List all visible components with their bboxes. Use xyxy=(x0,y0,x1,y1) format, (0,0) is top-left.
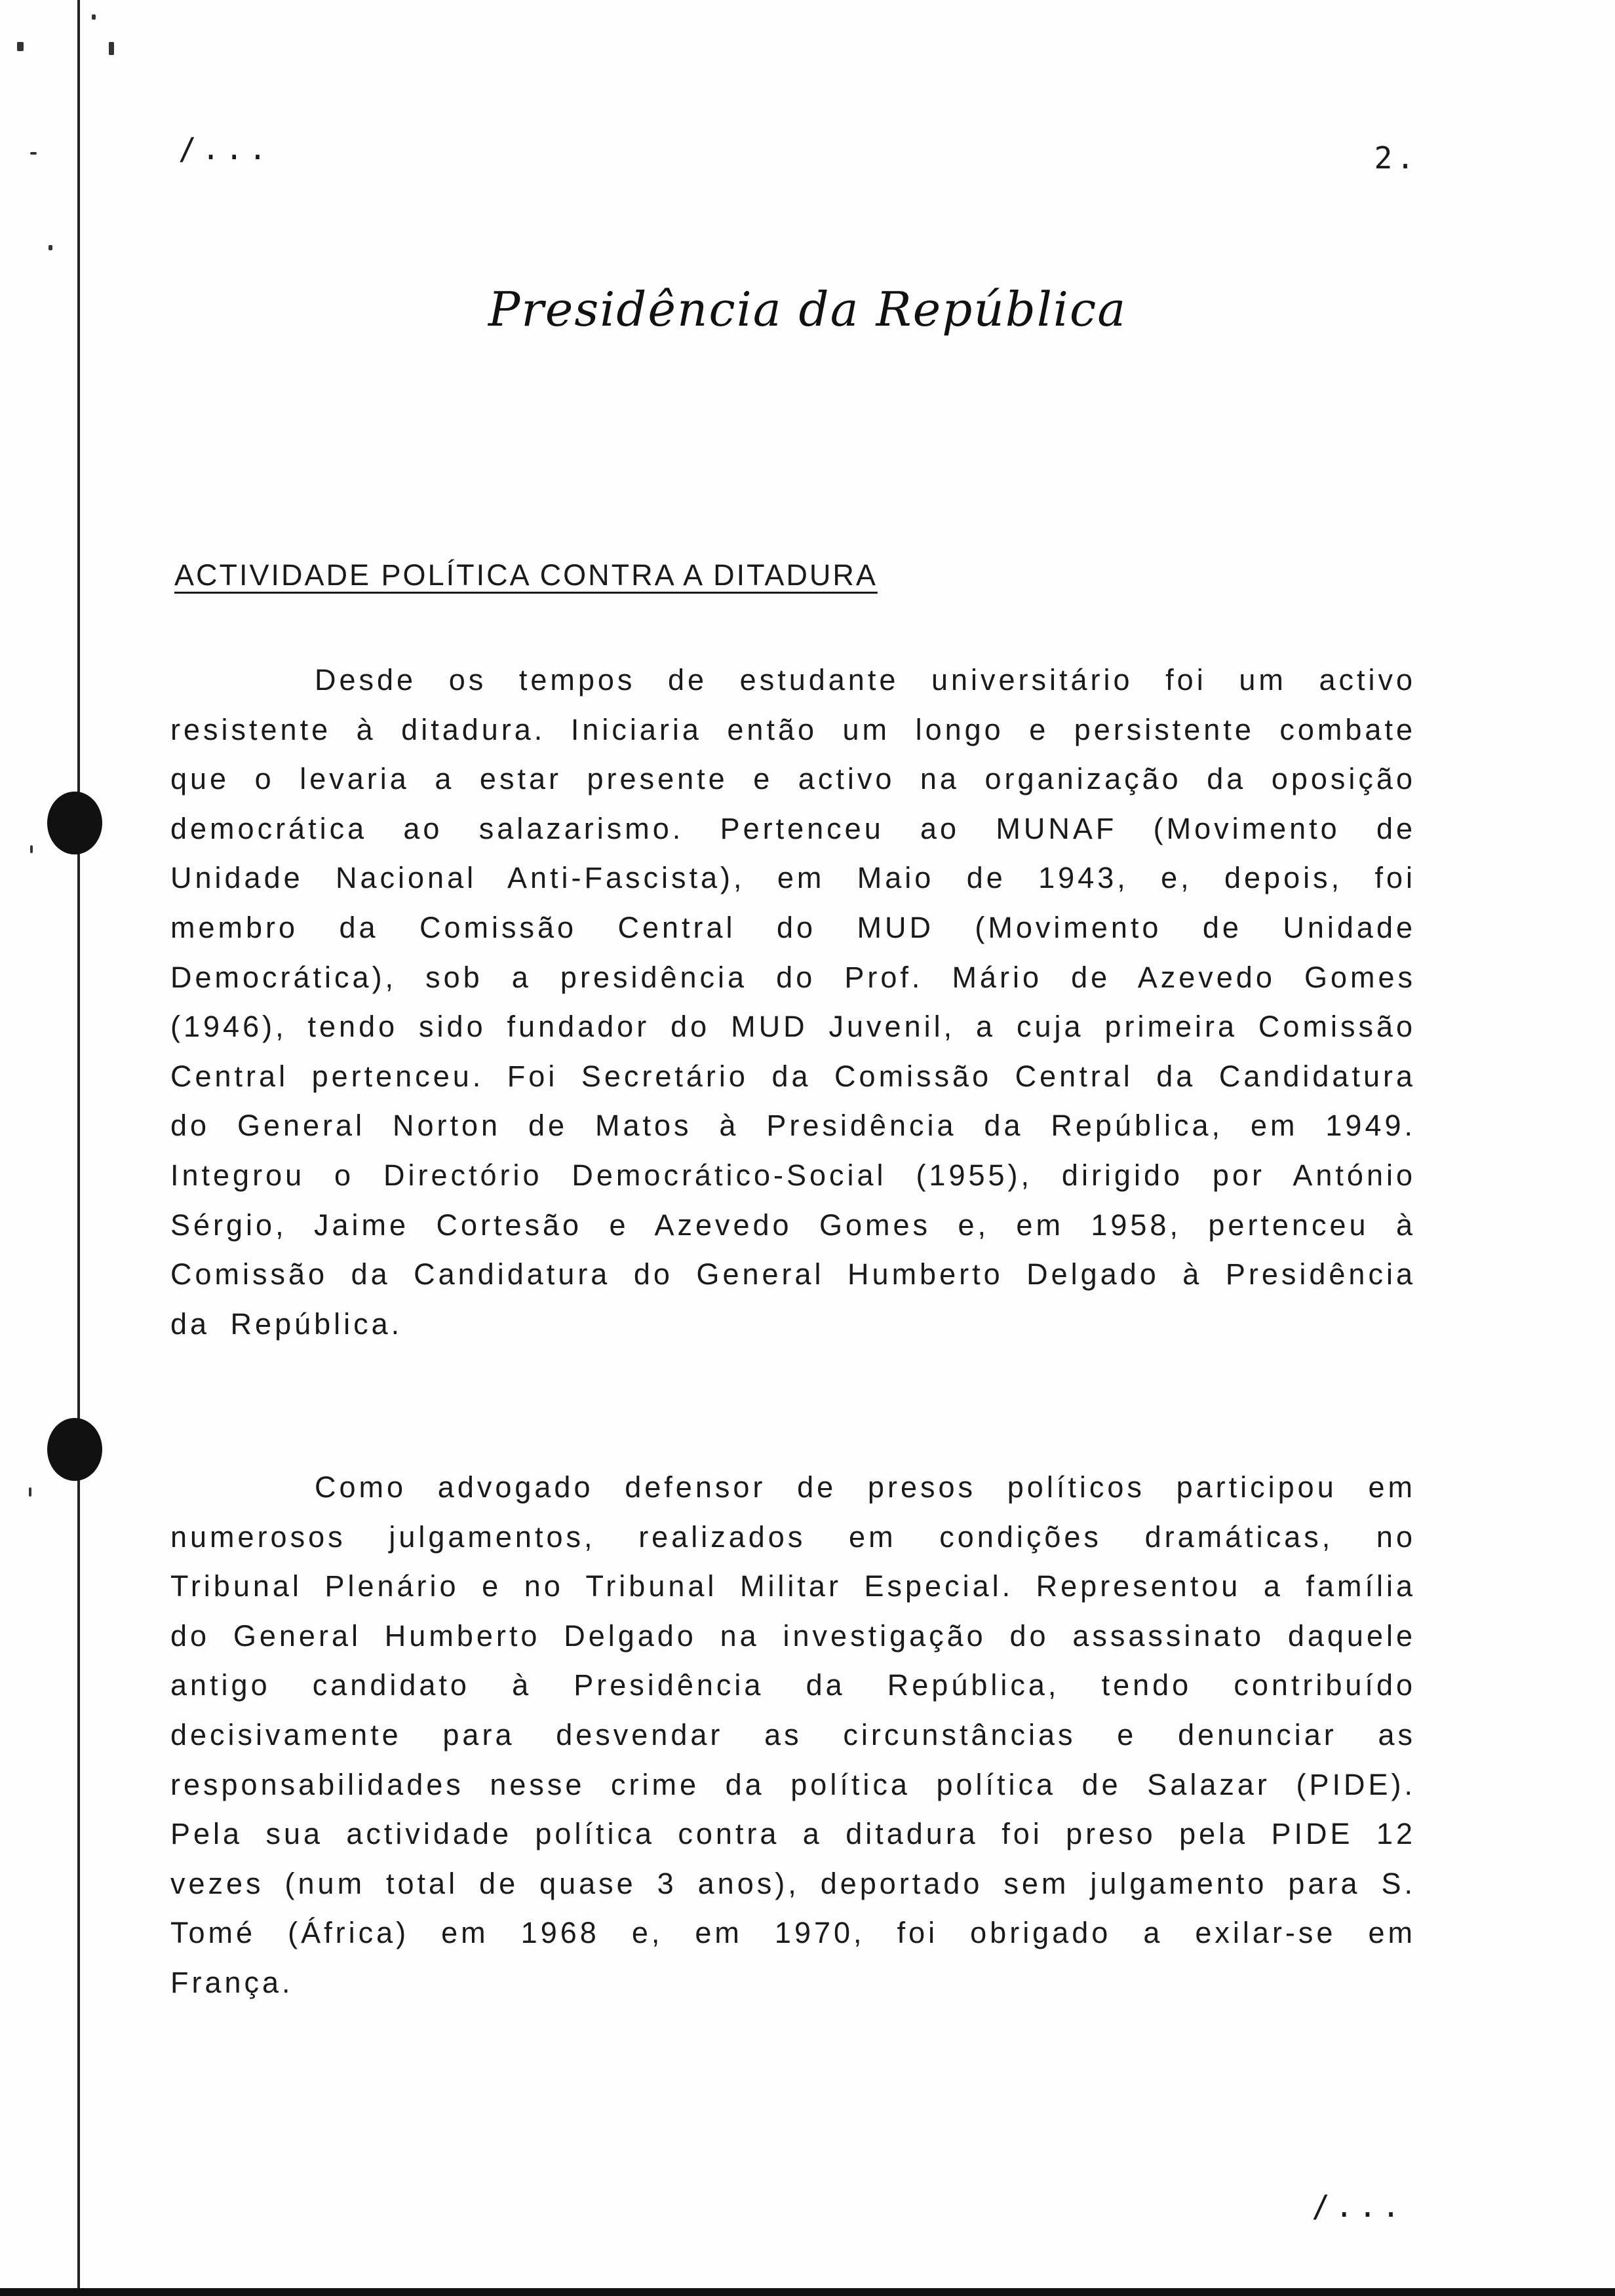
left-margin-rule xyxy=(77,0,80,2296)
scan-speck xyxy=(49,245,52,250)
punch-hole-bottom xyxy=(47,1418,102,1481)
page-number: 2. xyxy=(1374,140,1418,176)
punch-hole-top xyxy=(47,792,102,854)
paragraph-political-activity: Desde os tempos de estudante universitário foi um activo resistente à ditadura. Iniciaria então um longo e persistente combate que o levaria a estar presente e activo na organização da oposição democrática ao salazarismo. Pertenceu ao MUNAF (Movimento de Unidade Nacional Anti-Fascista), em Maio de 1943, e, depois, foi membro da Comissão Central do MUD (Movimento de Unidade Democrática), sob a presidência do Prof. Mário de Azevedo Gomes (1946), tendo sido fundador do MUD Juvenil, a cuja primeira Comissão Central pertenceu. Foi Secretário da Comissão Central da Candidatura do General Norton de Matos à Presidência da República, em 1949. Integrou o Directório Democrático-Social (1955), dirigido por António Sérgio, Jaime Cortesão e Azevedo Gomes e, em 1958, pertenceu à Comissão da Candidatura do General Humberto Delgado à Presidência da República. xyxy=(170,663,1416,1341)
scan-speck xyxy=(92,14,96,20)
scan-speck xyxy=(30,845,33,853)
letterhead-presidencia: Presidência da República xyxy=(488,282,1127,337)
scan-speck xyxy=(30,152,37,155)
footer-continuation-mark: /... xyxy=(1312,2189,1405,2224)
scan-speck xyxy=(29,1487,31,1497)
paragraph-lawyer-defense: Como advogado defensor de presos políticos participou em numerosos julgamentos, realizados em condições dramáticas, no Tribunal Plenário e no Tribunal Militar Especial. Representou a família do General Humberto Delgado na investigação do assassinato daquele antigo candidato à Presidência da República, tendo contribuído decisivamente para desvendar as circunstâncias e denunciar as responsabilidades nesse crime da política política de Salazar (PIDE). Pela sua actividade política contra a ditadura foi preso pela PIDE 12 vezes (num total de quase 3 anos), deportado sem julgamento para S. Tomé (África) em 1968 e, em 1970, foi obrigado a exilar-se em França. xyxy=(170,1470,1416,1999)
section-title: ACTIVIDADE POLÍTICA CONTRA A DITADURA xyxy=(174,558,878,592)
bottom-edge-rule xyxy=(0,2288,1615,2296)
header-continuation-mark: /... xyxy=(178,131,272,166)
scan-speck xyxy=(17,42,24,51)
scan-speck xyxy=(109,42,114,55)
